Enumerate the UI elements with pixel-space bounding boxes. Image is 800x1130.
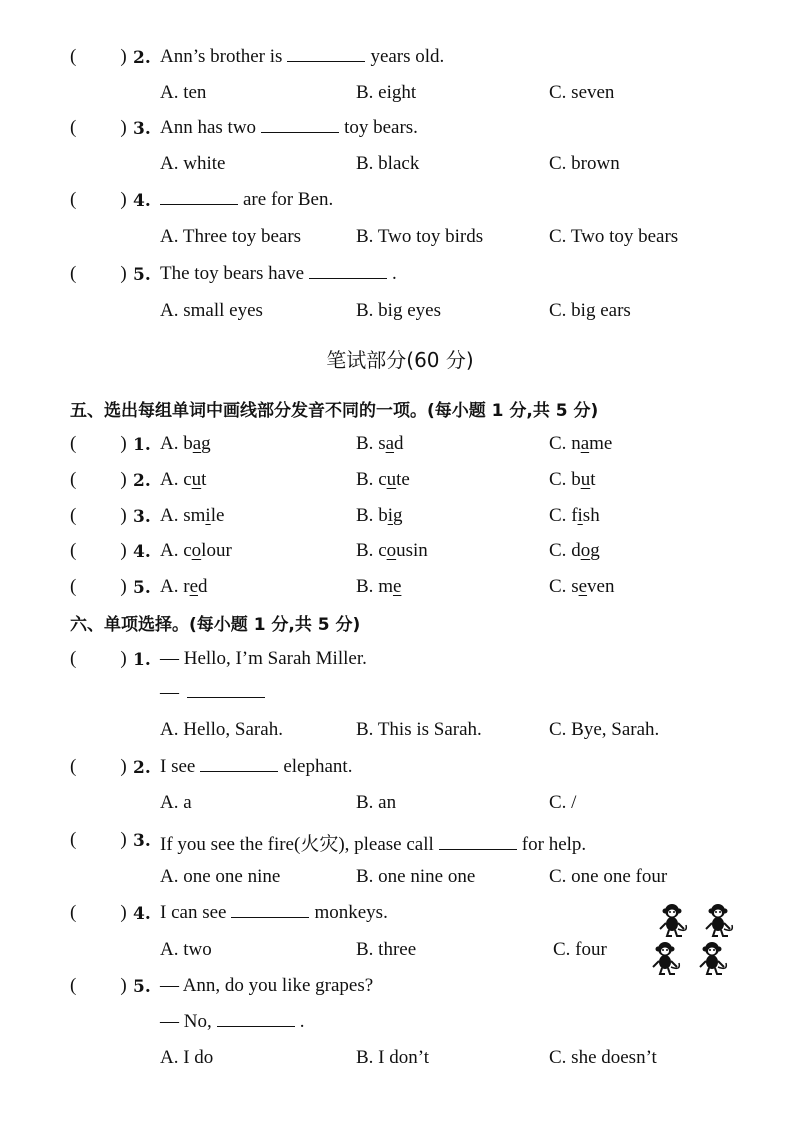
question-text: Ann has two toy bears.	[160, 117, 418, 138]
word-part: me	[589, 433, 613, 454]
word-part: t	[590, 469, 596, 490]
option-label: C.	[549, 469, 572, 490]
word-part: c	[378, 469, 387, 490]
option-a[interactable]	[160, 576, 208, 598]
dialogue-line-2: — No, .	[160, 1011, 305, 1032]
monkey-icon	[660, 904, 686, 936]
word-part: g	[201, 433, 211, 454]
option-label: C.	[549, 540, 572, 561]
section6-heading: 六、单项选择。(每小题 1 分,共 5 分)	[70, 615, 361, 635]
word-part: t	[201, 469, 207, 490]
question-text: I can see monkeys.	[160, 902, 388, 923]
option-label: B.	[356, 576, 379, 597]
word-part: ven	[587, 576, 615, 597]
underlined-letters: o	[580, 540, 591, 561]
word-part: b	[378, 505, 388, 526]
question-text: Ann’s brother is years old.	[160, 46, 445, 67]
word-part: c	[378, 540, 387, 561]
option-a[interactable]: A. a	[160, 792, 192, 813]
section5-heading: 五、选出每组单词中画线部分发音不同的一项。(每小题 1 分,共 5 分)	[70, 401, 599, 421]
option-label: B.	[356, 433, 379, 454]
option-c[interactable]: C. brown	[549, 153, 620, 174]
option-a[interactable]: A. white	[160, 153, 226, 174]
underlined-letters: i	[205, 505, 211, 526]
option-a[interactable]: A. one one nine	[160, 866, 281, 887]
option-label: B.	[356, 505, 379, 526]
question-text: are for Ben.	[160, 189, 333, 211]
answer-paren[interactable]: ( )	[70, 505, 127, 526]
option-a[interactable]: A. Three toy bears	[160, 226, 302, 247]
word-part: usin	[396, 540, 428, 561]
option-c[interactable]: C. Bye, Sarah.	[549, 719, 660, 740]
answer-blank[interactable]	[217, 1025, 295, 1027]
option-b[interactable]	[356, 433, 404, 455]
question-number: 2.	[133, 758, 151, 778]
option-c[interactable]	[549, 540, 600, 562]
monkeys-illustration	[650, 900, 740, 980]
option-c[interactable]	[549, 433, 612, 455]
answer-paren[interactable]: ( )	[70, 648, 127, 669]
answer-blank[interactable]	[287, 60, 365, 62]
answer-blank[interactable]	[160, 203, 238, 205]
word-part: d	[571, 540, 581, 561]
answer-blank[interactable]	[261, 131, 339, 133]
word-part: b	[571, 469, 581, 490]
monkey-icon	[653, 942, 679, 974]
option-label: C.	[549, 576, 572, 597]
answer-paren[interactable]: ( )	[70, 829, 127, 850]
option-b[interactable]: B. eight	[356, 82, 417, 103]
word-part: r	[183, 576, 190, 597]
underlined-letters: a	[192, 433, 202, 454]
word-part: d	[198, 576, 208, 597]
question-text: If you see the fire(火灾), please call for help.	[160, 834, 587, 855]
option-b[interactable]: B. I don’t	[356, 1047, 430, 1068]
underlined-letters: o	[386, 540, 397, 561]
question-number: 1.	[133, 435, 151, 455]
option-label: A.	[160, 505, 184, 526]
question-number: 5.	[133, 578, 151, 598]
option-b[interactable]	[356, 505, 402, 527]
monkey-icon	[700, 942, 726, 974]
option-b[interactable]	[356, 540, 428, 562]
question-number: 2.	[133, 471, 151, 491]
option-a[interactable]: A. two	[160, 939, 212, 960]
dialogue-line-1: — Ann, do you like grapes?	[160, 975, 374, 996]
option-label: C.	[549, 505, 572, 526]
answer-blank[interactable]	[187, 696, 265, 698]
option-c[interactable]: C. one one four	[549, 866, 668, 887]
option-b[interactable]	[356, 469, 410, 491]
question-number: 4.	[133, 191, 151, 211]
question-text: The toy bears have .	[160, 263, 397, 284]
option-b[interactable]	[356, 576, 401, 598]
option-a[interactable]: A. small eyes	[160, 300, 263, 321]
underlined-letters: e	[189, 576, 198, 597]
word-part: lour	[201, 540, 232, 561]
option-label: C.	[549, 433, 572, 454]
answer-paren[interactable]: ( )	[70, 433, 127, 454]
option-label: B.	[356, 469, 379, 490]
question-number: 4.	[133, 904, 151, 924]
underlined-letters: e	[578, 576, 588, 597]
option-b[interactable]: B. black	[356, 153, 420, 174]
word-part: c	[183, 469, 192, 490]
option-b[interactable]: B. one nine one	[356, 866, 476, 887]
option-c[interactable]	[549, 505, 600, 527]
word-part: s	[571, 576, 579, 597]
dialogue-line-1: — Hello, I’m Sarah Miller.	[160, 648, 367, 669]
option-a[interactable]	[160, 469, 206, 491]
question-number: 5.	[133, 265, 151, 285]
question-text: I see elephant.	[160, 756, 353, 777]
underlined-letters: i	[577, 505, 583, 526]
option-label: B.	[356, 540, 379, 561]
underlined-letters: o	[191, 540, 202, 561]
option-b[interactable]: B. three	[356, 939, 417, 960]
answer-blank[interactable]	[231, 916, 309, 918]
answer-blank[interactable]	[200, 770, 278, 772]
word-part: m	[378, 576, 393, 597]
word-part: f	[571, 505, 578, 526]
option-c[interactable]: C. big ears	[549, 300, 631, 321]
underlined-letters: u	[191, 469, 202, 490]
word-part: b	[183, 433, 193, 454]
underlined-letters: i	[387, 505, 393, 526]
question-number: 3.	[133, 119, 151, 139]
option-c[interactable]: C. four	[553, 939, 607, 960]
option-a[interactable]	[160, 505, 224, 527]
answer-paren[interactable]: ( )	[70, 975, 127, 996]
question-number: 3.	[133, 831, 151, 851]
option-label: A.	[160, 469, 184, 490]
answer-paren[interactable]: ( )	[70, 117, 127, 138]
option-label: A.	[160, 540, 184, 561]
option-b[interactable]: B. big eyes	[356, 300, 441, 321]
option-a[interactable]: A. ten	[160, 82, 207, 103]
answer-paren[interactable]: ( )	[70, 46, 127, 67]
option-c[interactable]: C. she doesn’t	[549, 1047, 657, 1068]
option-c[interactable]	[549, 469, 595, 491]
option-label: A.	[160, 433, 184, 454]
question-number: 5.	[133, 977, 151, 997]
question-number: 3.	[133, 507, 151, 527]
option-b[interactable]: B. This is Sarah.	[356, 719, 482, 740]
word-part: g	[392, 505, 403, 526]
answer-paren[interactable]: ( )	[70, 756, 127, 777]
option-a[interactable]: A. I do	[160, 1047, 214, 1068]
option-label: A.	[160, 576, 184, 597]
answer-blank[interactable]	[439, 848, 517, 850]
word-part: g	[590, 540, 600, 561]
question-number: 1.	[133, 650, 151, 670]
word-part: c	[183, 540, 192, 561]
answer-paren[interactable]: ( )	[70, 576, 127, 597]
word-part: le	[210, 505, 225, 526]
word-part: sm	[183, 505, 206, 526]
option-a[interactable]: A. Hello, Sarah.	[160, 719, 283, 740]
word-part: s	[378, 433, 386, 454]
word-part: n	[571, 433, 581, 454]
option-c[interactable]: C. Two toy bears	[549, 226, 679, 247]
answer-blank[interactable]	[309, 277, 387, 279]
question-number: 4.	[133, 542, 151, 562]
option-c[interactable]: C. /	[549, 792, 577, 813]
dialogue-line-2: —	[160, 682, 270, 704]
underlined-letters: a	[385, 433, 395, 454]
underlined-letters: u	[386, 469, 397, 490]
option-a[interactable]	[160, 433, 211, 455]
written-part-title: 笔试部分(60 分)	[326, 348, 474, 372]
monkey-icon	[706, 904, 732, 936]
answer-paren[interactable]: ( )	[70, 540, 127, 561]
underlined-letters: e	[392, 576, 402, 597]
answer-paren[interactable]: ( )	[70, 263, 127, 284]
underlined-letters: u	[580, 469, 591, 490]
word-part: d	[394, 433, 404, 454]
answer-paren[interactable]: ( )	[70, 902, 127, 923]
option-b[interactable]: B. Two toy birds	[356, 226, 484, 247]
option-c[interactable]	[549, 576, 614, 598]
word-part: te	[396, 469, 410, 490]
answer-paren[interactable]: ( )	[70, 469, 127, 490]
answer-paren[interactable]: ( )	[70, 189, 127, 210]
option-a[interactable]	[160, 540, 232, 562]
underlined-letters: a	[580, 433, 590, 454]
question-number: 2.	[133, 48, 151, 68]
word-part: sh	[582, 505, 600, 526]
option-b[interactable]: B. an	[356, 792, 397, 813]
option-c[interactable]: C. seven	[549, 82, 615, 103]
